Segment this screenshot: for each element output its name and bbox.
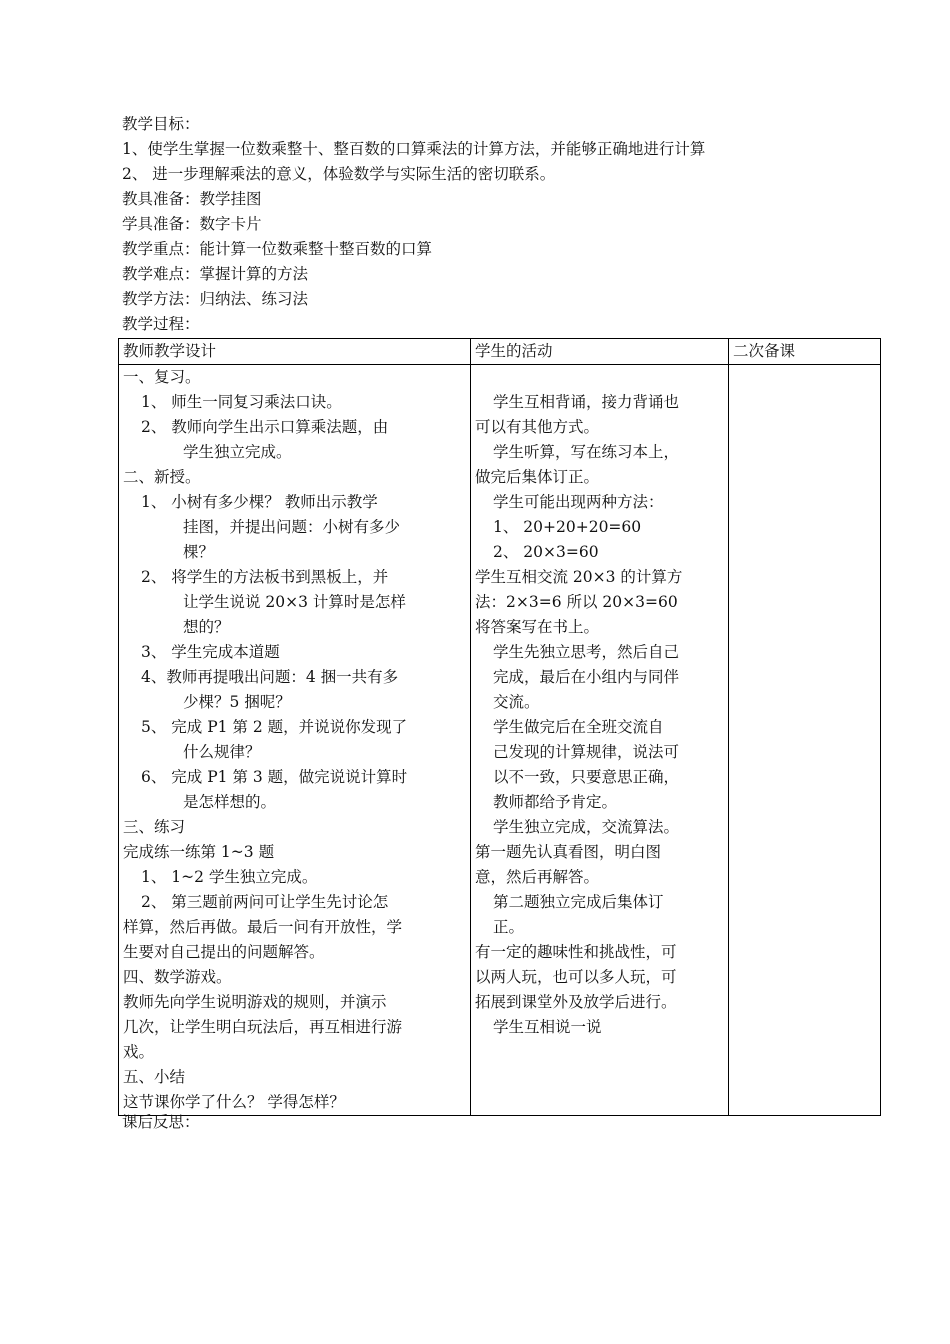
- teacher-line: 棵？: [183, 543, 215, 561]
- teacher-line: 4、教师再提哦出问题：4 捆一共有多: [141, 668, 399, 686]
- table-header-row: [119, 339, 881, 365]
- student-line: 学生听算，写在练习本上，: [493, 443, 680, 461]
- student-line: 学生互相说一说: [493, 1018, 602, 1036]
- teacher-line: 五、小结: [123, 1068, 186, 1086]
- teacher-line: 1、 师生一同复习乘法口诀。: [141, 393, 342, 411]
- student-line: 2、 20×3=60: [493, 543, 599, 561]
- student-line: 意，然后再解答。: [475, 868, 600, 886]
- student-line: 做完后集体订正。: [475, 468, 600, 486]
- teacher-line: 样算，然后再做。最后一问有开放性，学: [123, 918, 403, 936]
- student-activity-cell: [471, 365, 729, 1116]
- teacher-line: 二、新授。: [123, 468, 201, 486]
- teacher-line: 让学生说说 20×3 计算时是怎样: [183, 593, 406, 611]
- teacher-line: 教师先向学生说明游戏的规则，并演示: [123, 993, 387, 1011]
- goal-2: 2、 进一步理解乘法的意义，体验数学与实际生活的密切联系。: [122, 165, 556, 183]
- student-tools: 学具准备：数字卡片: [122, 215, 262, 233]
- student-line: [475, 365, 724, 390]
- teacher-line: 挂图，并提出问题：小树有多少: [183, 518, 401, 536]
- teacher-line: 是怎样想的。: [183, 793, 277, 811]
- student-line: 教师都给予肯定。: [493, 793, 618, 811]
- teacher-line: 完成练一练第 1~3 题: [123, 843, 275, 861]
- teacher-line: 2、 第三题前两问可让学生先讨论怎: [141, 893, 389, 911]
- header-student-activity: 学生的活动: [471, 339, 729, 365]
- student-line: 学生互相背诵，接力背诵也: [493, 393, 680, 411]
- difficulty: 教学难点：掌握计算的方法: [122, 265, 309, 283]
- student-line: 学生互相交流 20×3 的计算方: [475, 568, 683, 586]
- teacher-line: 1、 小树有多少棵？ 教师出示教学: [141, 493, 378, 511]
- process-title: 教学过程：: [122, 315, 200, 333]
- teacher-line: 什么规律？: [183, 743, 261, 761]
- student-line: 学生先独立思考，然后自己: [493, 643, 680, 661]
- student-line: 拓展到课堂外及放学后进行。: [475, 993, 677, 1011]
- teacher-line: 四、数学游戏。: [123, 968, 232, 986]
- student-line: 以不一致，只要意思正确，: [493, 768, 680, 786]
- goal-1: 1、使学生掌握一位数乘整十、整百数的口算乘法的计算方法，并能够正确地进行计算: [122, 140, 706, 158]
- teacher-line: 5、 完成 P1 第 2 题，并说说你发现了: [141, 718, 408, 736]
- student-line: 第二题独立完成后集体订: [493, 893, 664, 911]
- second-prep-cell: [729, 365, 881, 1116]
- reflection-label: 课后反思：: [122, 1113, 200, 1131]
- student-line: 法：2×3=6 所以 20×3=60: [475, 593, 678, 611]
- student-line: 学生做完后在全班交流自: [493, 718, 664, 736]
- teacher-line: 学生独立完成。: [183, 443, 292, 461]
- key-point: 教学重点：能计算一位数乘整十整百数的口算: [122, 240, 433, 258]
- student-line: 交流。: [493, 693, 540, 711]
- student-line: 1、 20+20+20=60: [493, 518, 642, 536]
- teacher-line: 想的？: [183, 618, 230, 636]
- teacher-line: 这节课你学了什么？ 学得怎样？: [123, 1093, 345, 1111]
- teaching-method: 教学方法：归纳法、练习法: [122, 290, 309, 308]
- student-line: 可以有其他方式。: [475, 418, 600, 436]
- teaching-tools: 教具准备：教学挂图: [122, 190, 262, 208]
- goal-title: 教学目标：: [122, 115, 200, 133]
- student-line: 完成，最后在小组内与同伴: [493, 668, 680, 686]
- lesson-plan-table: [118, 338, 881, 1116]
- teacher-line: 3、 学生完成本道题: [141, 643, 280, 661]
- teacher-line: 6、 完成 P1 第 3 题，做完说说计算时: [141, 768, 408, 786]
- student-line: 正。: [493, 918, 525, 936]
- teacher-line: 几次，让学生明白玩法后，再互相进行游: [123, 1018, 403, 1036]
- teacher-line: 三、练习: [123, 818, 186, 836]
- teacher-line: 生要对自己提出的问题解答。: [123, 943, 325, 961]
- teacher-line: 少棵？5 捆呢？: [183, 693, 291, 711]
- teacher-design-cell: [119, 365, 471, 1116]
- student-line: 己发现的计算规律，说法可: [493, 743, 680, 761]
- header-teacher-design: 教师教学设计: [119, 339, 471, 365]
- student-line: 将答案写在书上。: [475, 618, 600, 636]
- teacher-line: 一、复习。: [123, 368, 201, 386]
- student-line: 第一题先认真看图，明白图: [475, 843, 662, 861]
- header-second-prep: 二次备课: [729, 339, 881, 365]
- student-line: 学生独立完成，交流算法。: [493, 818, 680, 836]
- teacher-line: 2、 将学生的方法板书到黑板上，并: [141, 568, 389, 586]
- table-body-row: [119, 365, 881, 1116]
- teacher-line: 2、 教师向学生出示口算乘法题，由: [141, 418, 389, 436]
- student-line: 学生可能出现两种方法：: [493, 493, 664, 511]
- teacher-line: 1、 1~2 学生独立完成。: [141, 868, 318, 886]
- student-line: 有一定的趣味性和挑战性，可: [475, 943, 677, 961]
- teacher-line: 戏。: [123, 1043, 155, 1061]
- student-line: 以两人玩，也可以多人玩，可: [475, 968, 677, 986]
